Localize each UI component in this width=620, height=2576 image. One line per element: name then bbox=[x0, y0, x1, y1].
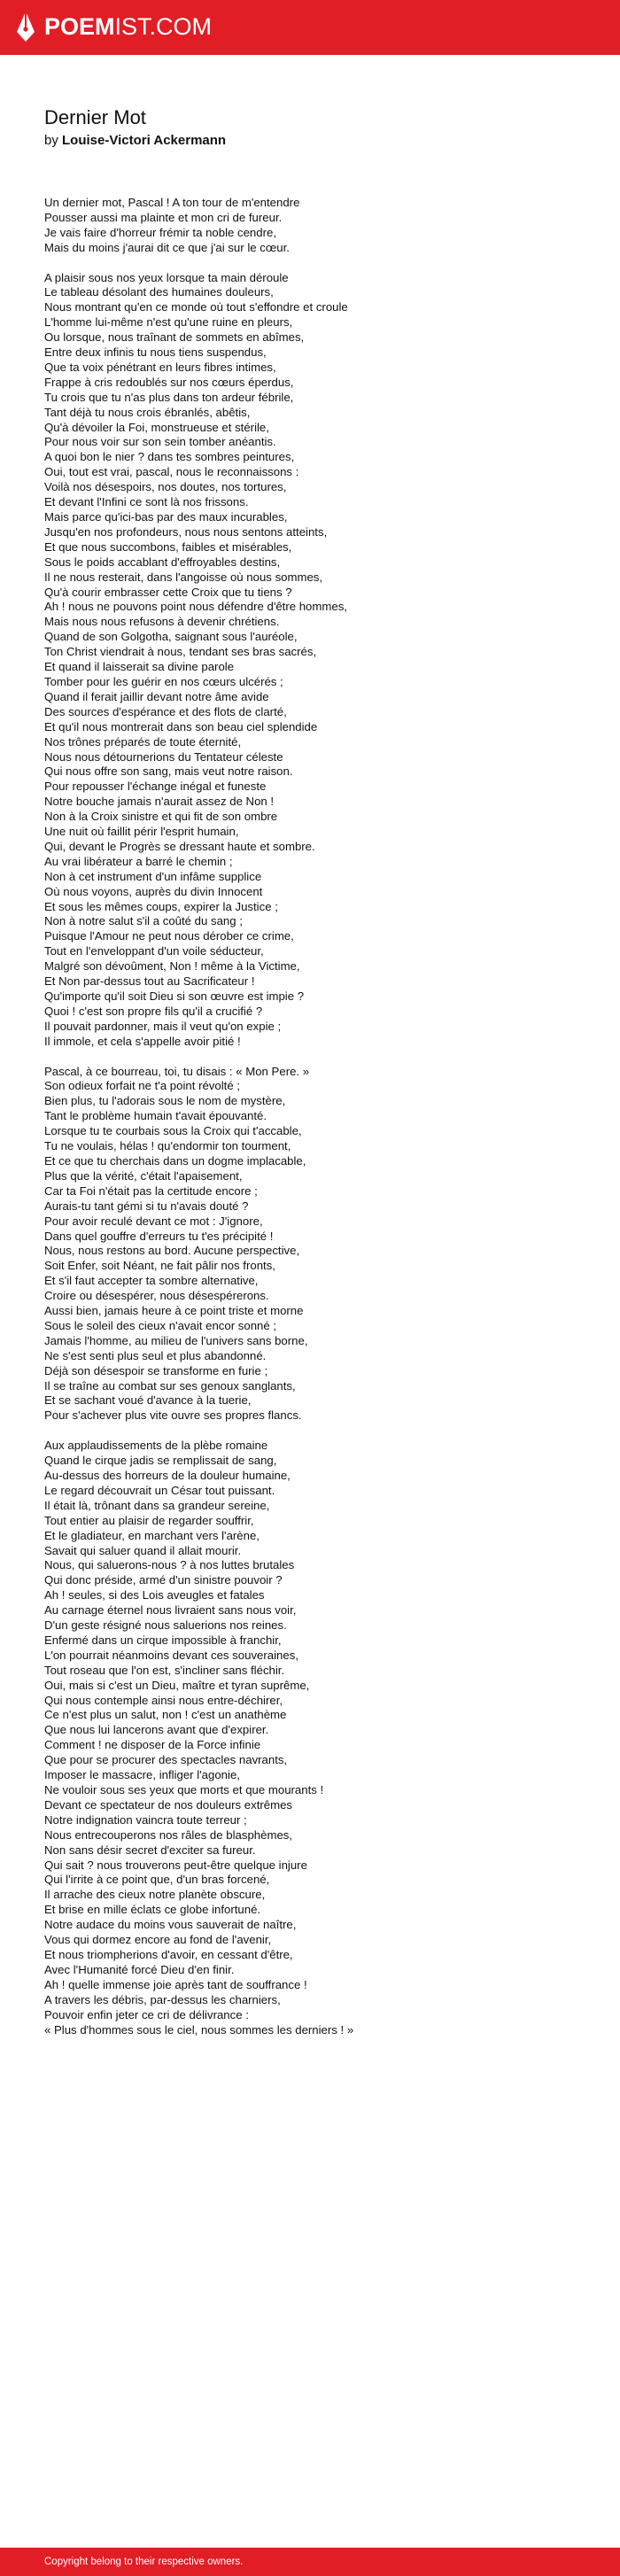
poem-line: Et que nous succombons, faibles et misérables, bbox=[44, 539, 292, 554]
site-footer bbox=[0, 2548, 620, 2576]
poem-line: Il pouvait pardonner, mais il veut qu'on expie ; bbox=[44, 1019, 282, 1033]
poem-line: Il était là, trônant dans sa grandeur sereine, bbox=[44, 1498, 270, 1512]
poem-line: Malgré son dévoûment, Non ! même à la Victime, bbox=[44, 959, 300, 974]
poem-line: Pascal, à ce bourreau, toi, tu disais : « Mon Pere. » bbox=[44, 1064, 310, 1078]
poem-line: Ah ! quelle immense joie après tant de souffrance ! bbox=[44, 1977, 307, 1991]
poem-line: Une nuit où faillit périr l'esprit humain, bbox=[44, 825, 239, 839]
poem-line: Il se traîne au combat sur ses genoux sanglants, bbox=[44, 1378, 296, 1393]
poem-line: Lorsque tu te courbais sous la Croix qui t'accable, bbox=[44, 1124, 302, 1138]
poem-line: Voilà nos désespoirs, nos doutes, nos tortures, bbox=[44, 480, 287, 494]
poem-line: Aux applaudissements de la plèbe romaine bbox=[44, 1439, 268, 1453]
poem-line: Il arrache des cieux notre planète obscure, bbox=[44, 1888, 266, 1902]
stanza bbox=[44, 196, 593, 256]
poem-line: Déjà son désespoir se transforme en furie ; bbox=[44, 1363, 268, 1377]
poem-line: Comment ! ne disposer de la Force infinie bbox=[44, 1738, 261, 1752]
poem-line: Ah ! seules, si des Lois aveugles et fatales bbox=[44, 1588, 265, 1602]
poem-line: Ce n'est plus un salut, non ! c'est un anathème bbox=[44, 1708, 287, 1722]
poem-line: Et le gladiateur, en marchant vers l'arène, bbox=[44, 1528, 260, 1542]
poem-line: Qui donc préside, armé d'un sinistre pouvoir ? bbox=[44, 1573, 283, 1587]
poem-line: Qui nous contemple ainsi nous entre-déchirer, bbox=[44, 1693, 283, 1707]
poem-line: Ah ! nous ne pouvons point nous défendre d'être hommes, bbox=[44, 600, 347, 614]
poem-line: Savait qui saluer quand il allait mourir. bbox=[44, 1543, 242, 1557]
poem-line: Quand il ferait jaillir devant notre âme avide bbox=[44, 689, 269, 703]
poem-line: Et brise en mille éclats ce globe infortuné. bbox=[44, 1903, 261, 1917]
stanza bbox=[44, 1065, 593, 1424]
poem-line: Avec l'Humanité forcé Dieu d'en finir. bbox=[44, 1962, 235, 1976]
poem-line: « Plus d'hommes sous le ciel, nous sommes les derniers ! » bbox=[44, 2022, 354, 2037]
poem-line: A plaisir sous nos yeux lorsque ta main déroule bbox=[44, 270, 289, 284]
poem-line: Et s'il faut accepter ta sombre alternative, bbox=[44, 1274, 259, 1288]
poem-line: Notre indignation vaincra toute terreur ; bbox=[44, 1812, 247, 1827]
poem-line: Bien plus, tu l'adorais sous le nom de mystère, bbox=[44, 1094, 286, 1108]
poem-line: Sous le soleil des cieux n'avait encor sonné ; bbox=[44, 1318, 277, 1332]
poem-line: Qui nous offre son sang, mais veut notre raison. bbox=[44, 764, 293, 779]
poem-line: Mais parce qu'ici-bas par des maux incurables, bbox=[44, 510, 288, 524]
poem-line: Aurais-tu tant gémi si tu n'avais douté ? bbox=[44, 1199, 249, 1213]
poem-line: Tant déjà tu nous crois ébranlés, abêtis, bbox=[44, 405, 251, 419]
poem-line: Pour repousser l'échange inégal et funeste bbox=[44, 780, 267, 794]
site-logo[interactable] bbox=[16, 9, 212, 44]
poem-line: Tout roseau que l'on est, s'incliner sans fléchir. bbox=[44, 1663, 285, 1677]
poem-line: Quand de son Golgotha, saignant sous l'auréole, bbox=[44, 630, 298, 644]
poem-line: Et quand il laisserait sa divine parole bbox=[44, 660, 235, 674]
logo-wordmark: POEMIST.COM bbox=[44, 12, 213, 40]
poem-line: Nous montrant qu'en ce monde où tout s'effondre et croule bbox=[44, 300, 348, 314]
poem-line: Notre bouche jamais n'aurait assez de Non ! bbox=[44, 795, 275, 809]
poem-byline bbox=[44, 133, 226, 148]
poem-line: Pour nous voir sur son sein tomber anéantis. bbox=[44, 435, 276, 449]
poem-line: Le tableau désolant des humaines douleurs, bbox=[44, 285, 274, 299]
poem-line: Non sans désir secret d'exciter sa fureur. bbox=[44, 1843, 256, 1857]
poem-line: Non à notre salut s'il a coûté du sang ; bbox=[44, 914, 243, 928]
poem-line: Et sous les mêmes coups, expirer la Justice ; bbox=[44, 899, 278, 913]
poem-line: A travers les débris, par-dessus les charniers, bbox=[44, 1992, 281, 2006]
poem-line: Aussi bien, jamais heure à ce point triste et morne bbox=[44, 1304, 304, 1318]
poem-line: Tout entier au plaisir de regarder souffrir, bbox=[44, 1513, 254, 1527]
poem-line: Et se sachant voué d'avance à la tuerie, bbox=[44, 1393, 252, 1408]
poem-line: Car ta Foi n'était pas la certitude encore ; bbox=[44, 1183, 258, 1198]
poem-line: Sous le poids accablant d'effroyables destins, bbox=[44, 555, 281, 569]
poem-line: Son odieux forfait ne t'a point révolté ; bbox=[44, 1079, 240, 1093]
poem-line: Qu'à courir embrasser cette Croix que tu tiens ? bbox=[44, 585, 292, 599]
poem-line: Frappe à cris redoublés sur nos cœurs éperdus, bbox=[44, 375, 294, 389]
poem-line: Au vrai libérateur a barré le chemin ; bbox=[44, 854, 233, 868]
poem-body bbox=[44, 196, 593, 2037]
poem-line: Qui l'irrite à ce point que, d'un bras forcené, bbox=[44, 1873, 270, 1887]
poem-line: Et ce que tu cherchais dans un dogme implacable, bbox=[44, 1153, 306, 1168]
poem-line: Dans quel gouffre d'erreurs tu t'es précipité ! bbox=[44, 1229, 274, 1243]
poem-line: Non à cet instrument d'un infâme supplice bbox=[44, 869, 262, 883]
poem-line: Il immole, et cela s'appelle avoir pitié ! bbox=[44, 1034, 241, 1048]
pen-nib-icon bbox=[16, 11, 35, 43]
poem-line: Qui, devant le Progrès se dressant haute et sombre. bbox=[44, 839, 315, 853]
poem-line: Nous, qui saluerons-nous ? à nos luttes brutales bbox=[44, 1558, 295, 1572]
poem-line: A quoi bon le nier ? dans tes sombres peintures, bbox=[44, 450, 295, 464]
poem-line: Quoi ! c'est son propre fils qu'il a crucifié ? bbox=[44, 1004, 263, 1018]
poem-line: Jusqu'en nos profondeurs, nous nous sentons atteints, bbox=[44, 524, 328, 539]
poem-line: Enfermé dans un cirque impossible à franchir, bbox=[44, 1633, 282, 1647]
poem-line: Et nous triompherions d'avoir, en cessant d'être, bbox=[44, 1947, 293, 1961]
copyright-text: Copyright belong to their respective owners. bbox=[44, 2557, 244, 2567]
poem-line: Nos trônes préparés de toute éternité, bbox=[44, 734, 242, 749]
poem-line: Puisque l'Amour ne peut nous dérober ce crime, bbox=[44, 929, 294, 943]
poem-line: Nous entrecouperons nos râles de blasphèmes, bbox=[44, 1827, 293, 1842]
poem-line: Tomber pour les guérir en nos cœurs ulcérés ; bbox=[44, 674, 283, 688]
poem-line: Devant ce spectateur de nos douleurs extrêmes bbox=[44, 1797, 293, 1812]
poem-line: Où nous voyons, auprès du divin Innocent bbox=[44, 884, 263, 898]
poem-line: Nous, nous restons au bord. Aucune perspective, bbox=[44, 1244, 300, 1258]
poem-line: L'homme lui-même n'est qu'une ruine en pleurs, bbox=[44, 315, 293, 330]
poem-line: Tu ne voulais, hélas ! qu'endormir ton tourment, bbox=[44, 1139, 291, 1153]
poem-line: Au-dessus des horreurs de la douleur humaine, bbox=[44, 1468, 291, 1482]
poem-line: Ton Christ viendrait à nous, tendant ses bras sacrés, bbox=[44, 645, 317, 659]
poem-line: Notre audace du moins vous sauverait de naître, bbox=[44, 1918, 297, 1932]
poem-line: Tu crois que tu n'as plus dans ton ardeur fébrile, bbox=[44, 390, 294, 404]
poem-line: Qu'à dévoiler la Foi, monstrueuse et stérile, bbox=[44, 420, 269, 434]
poem-line: Mais nous nous refusons à devenir chrétiens. bbox=[44, 615, 280, 629]
byline-prefix: by bbox=[44, 133, 58, 148]
poem-line: D'un geste résigné nous saluerions nos reines. bbox=[44, 1618, 287, 1633]
poem-line: Vous qui dormez encore au fond de l'avenir, bbox=[44, 1933, 272, 1947]
poem-line: Qui sait ? nous trouverons peut-être quelque injure bbox=[44, 1858, 307, 1872]
poem-line: Imposer le massacre, infliger l'agonie, bbox=[44, 1768, 240, 1782]
poem-line: Que ta voix pénétrant en leurs fibres intimes, bbox=[44, 360, 276, 374]
poem-line: Des sources d'espérance et des flots de clarté, bbox=[44, 704, 287, 718]
poem-line: Tout en l'enveloppant d'un voile séducteur, bbox=[44, 944, 264, 958]
poem-line: Que nous lui lancerons avant que d'expirer. bbox=[44, 1723, 269, 1737]
poem-line: Que pour se procurer des spectacles navrants, bbox=[44, 1753, 288, 1767]
poem-line: Entre deux infinis tu nous tiens suspendus, bbox=[44, 345, 267, 360]
poem-line: Non à la Croix sinistre et qui fit de son ombre bbox=[44, 810, 278, 824]
poem-line: Et Non par-dessus tout au Sacrificateur ! bbox=[44, 974, 255, 989]
poem-line: Pour avoir reculé devant ce mot : J'ignore, bbox=[44, 1214, 263, 1228]
poem-line: Croire ou désespérer, nous désespérerons. bbox=[44, 1289, 269, 1303]
poem-line: Un dernier mot, Pascal ! A ton tour de m'entendre bbox=[44, 196, 300, 209]
poem-line: Il ne nous resterait, dans l'angoisse où nous sommes, bbox=[44, 570, 323, 584]
poem-title: Dernier Mot bbox=[44, 106, 146, 128]
poem-line: Nous nous détournerions du Tentateur céleste bbox=[44, 749, 283, 764]
poem-line: Pousser aussi ma plainte et mon cri de fureur. bbox=[44, 210, 283, 224]
author-name[interactable]: Louise-Victori Ackermann bbox=[62, 133, 227, 148]
poem-line: L'on pourrait néanmoins devant ces souveraines, bbox=[44, 1648, 298, 1662]
poem-line: Et qu'il nous montrerait dans son beau ciel splendide bbox=[44, 719, 318, 733]
poem-line: Soit Enfer, soit Néant, ne fait pâlir nos fronts, bbox=[44, 1259, 275, 1273]
poem-line: Mais du moins j'aurai dit ce que j'ai sur le cœur. bbox=[44, 240, 290, 254]
poem-line: Quand le cirque jadis se remplissait de sang, bbox=[44, 1454, 277, 1468]
poem-line: Qu'importe qu'il soit Dieu si son œuvre est impie ? bbox=[44, 989, 305, 1004]
poem-line: Au carnage éternel nous livraient sans nous voir, bbox=[44, 1603, 297, 1618]
stanza bbox=[44, 1439, 593, 2037]
poem-line: Et devant l'Infini ce sont là nos frissons. bbox=[44, 495, 249, 509]
poem-line: Tant le problème humain t'avait épouvanté. bbox=[44, 1109, 267, 1123]
poem-line: Oui, tout est vrai, pascal, nous le reconnaissons : bbox=[44, 465, 299, 479]
poem-line: Ne s'est senti plus seul et plus abandonné. bbox=[44, 1348, 267, 1362]
poem-line: Plus que la vérité, c'était l'apaisement, bbox=[44, 1168, 243, 1183]
stanza bbox=[44, 271, 593, 1050]
poem-line: Pouvoir enfin jeter ce cri de délivrance : bbox=[44, 2007, 249, 2021]
poem-line: Oui, mais si c'est un Dieu, maître et tyran suprême, bbox=[44, 1678, 310, 1692]
poem-line: Ou lorsque, nous traînant de sommets en abîmes, bbox=[44, 330, 305, 345]
poem-line: Ne vouloir sous ses yeux que morts et que mourants ! bbox=[44, 1783, 324, 1797]
poem-line: Le regard découvrait un César tout puissant. bbox=[44, 1483, 275, 1497]
poem-line: Jamais l'homme, au milieu de l'univers sans borne, bbox=[44, 1333, 308, 1347]
poem-line: Pour s'achever plus vite ouvre ses propres flancs. bbox=[44, 1408, 302, 1423]
site-header bbox=[0, 0, 620, 55]
poem-line: Je vais faire d'horreur frémir ta noble cendre, bbox=[44, 225, 276, 239]
